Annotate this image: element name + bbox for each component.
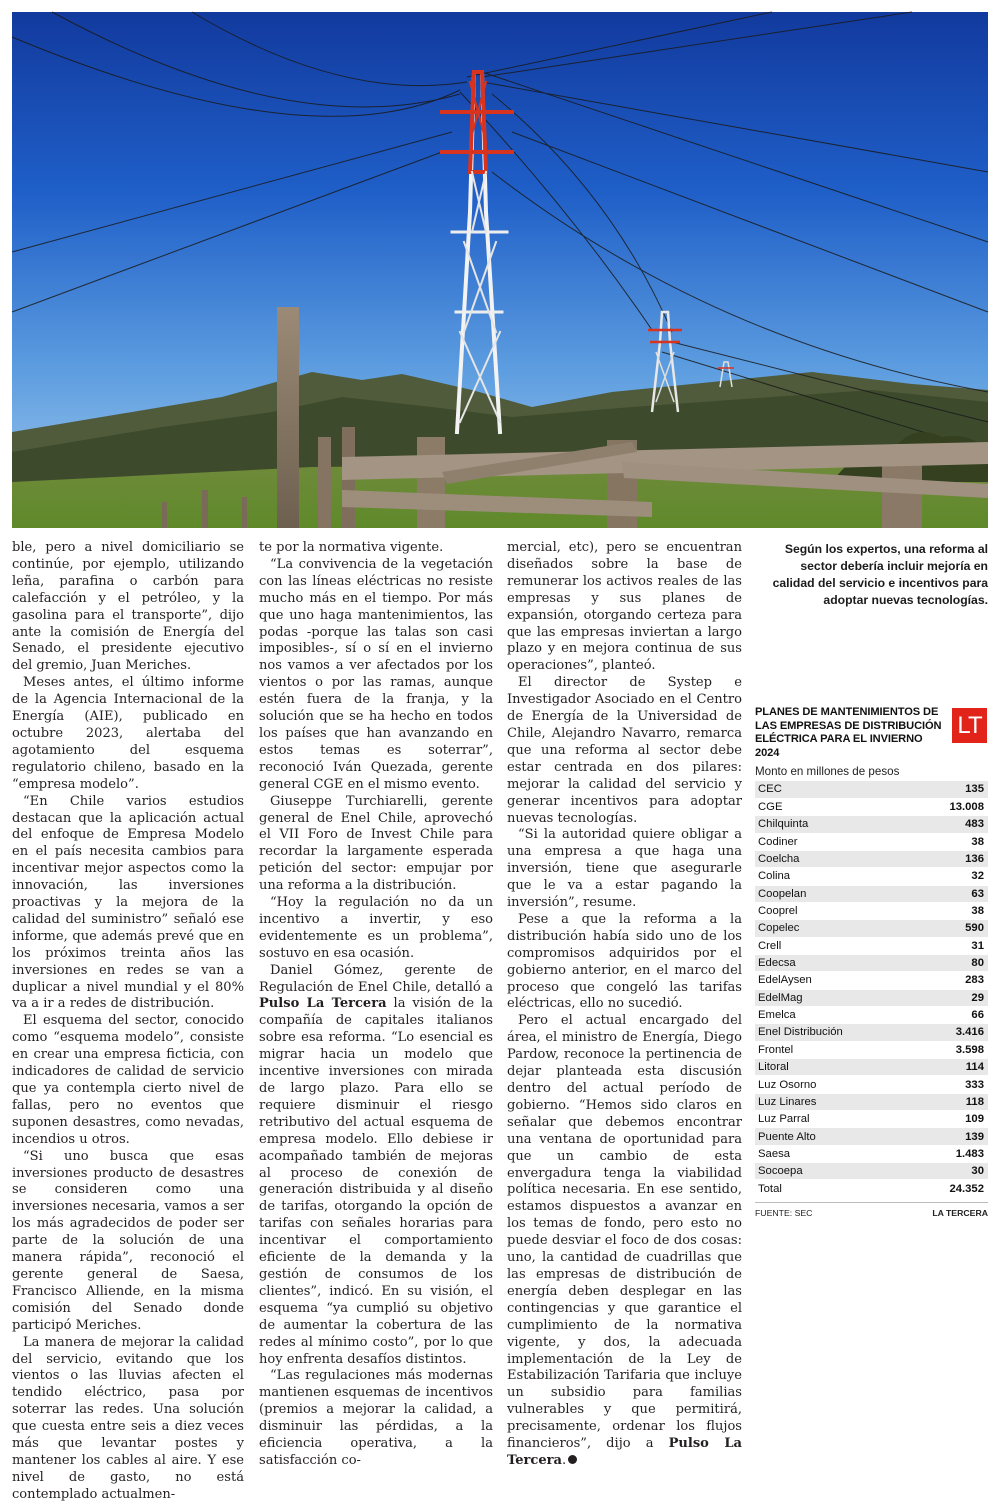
table-row: [755, 972, 988, 989]
amount-value: 31: [915, 937, 988, 954]
company-name: Colina: [755, 868, 915, 885]
company-name: Coopelan: [755, 885, 915, 902]
article-paragraph: “En Chile varios estudios destacan que la aplicación actual del enfoque de Empresa Modelo en el país necesita cambios para incentivar mejor aspectos como la innovación, las inversiones proactivas y la mejora de la calidad del suministro” señaló ese informe, que además prevé que en los próximos treinta años las inversiones en redes se van a duplicar a nivel mundial y el 80% va a ir a redes de distribución.: [12, 793, 244, 1012]
company-name: Cooprel: [755, 902, 915, 919]
amount-value: 29: [915, 989, 988, 1006]
table-row: [755, 1145, 988, 1162]
table-footer: [755, 1202, 988, 1218]
end-of-article-icon: [568, 1455, 577, 1464]
article-column-3: [507, 540, 742, 1470]
article-column-2: [259, 540, 493, 1470]
company-name: Chilquinta: [755, 816, 915, 833]
table-row: [755, 920, 988, 937]
table-row: [755, 989, 988, 1006]
table-row: [755, 1128, 988, 1145]
table-brand: LA TERCERA: [932, 1208, 988, 1218]
brand-mention: Pulso La Tercera: [507, 1436, 742, 1468]
table-row: [755, 885, 988, 902]
la-tercera-logo: LT: [952, 708, 987, 743]
table-row: [755, 850, 988, 867]
amount-value: 139: [915, 1128, 988, 1145]
table-row: [755, 1024, 988, 1041]
article-paragraph: “Las regulaciones más modernas mantienen esquemas de incentivos (premios a mejorar la calidad, a disminuir las pérdidas, a la eficiencia operativa, a la satisfacción co-: [259, 1368, 493, 1468]
table-subtitle: Monto en millones de pesos: [755, 765, 900, 778]
article-paragraph: te por la normativa vigente.: [259, 540, 444, 555]
company-name: Luz Osorno: [755, 1076, 915, 1093]
amount-value: 590: [915, 920, 988, 937]
company-name: EdelMag: [755, 989, 915, 1006]
table-source: FUENTE: SEC: [755, 1208, 813, 1218]
company-name: Copelec: [755, 920, 915, 937]
table-row: [755, 1111, 988, 1128]
article-paragraph: “Hoy la regulación no da un incentivo a invertir, y eso evidentemente es un problema”, sostuvo en esa ocasión.: [259, 895, 493, 961]
amount-value: 109: [915, 1111, 988, 1128]
company-name: Luz Parral: [755, 1111, 915, 1128]
brand-mention: Pulso La Tercera: [259, 996, 387, 1012]
article-text: Daniel Gómez, gerente de Regulación de Enel Chile, detalló a: [259, 962, 493, 995]
article-paragraph: Giuseppe Turchiarelli, gerente general de Enel Chile, aprovechó el VII Foro de Invest Chile para recordar la largamente esperada petición del sector: empujar por una reforma a la distribución.: [259, 793, 493, 894]
amount-value: 283: [915, 972, 988, 989]
maintenance-plans-table: [755, 781, 988, 1198]
photo-caption: Según los expertos, una reforma al sector debería incluir mejoría en calidad del servicio e incentivos para adoptar nuevas tecnologías.: [772, 542, 988, 607]
table-row: [755, 1076, 988, 1093]
amount-value: 38: [915, 902, 988, 919]
company-name: Edecsa: [755, 954, 915, 971]
table-row: [755, 937, 988, 954]
table-row: [755, 798, 988, 815]
company-name: Frontel: [755, 1041, 915, 1058]
article-paragraph: El director de Systep e Investigador Asociado en el Centro de Energía de la Universidad de Chile, Alejandro Navarro, remarca que una reforma al sector debe estar centrada en dos pilares: mejorar la calidad del servicio y generar incentivos para adoptar nuevas tecnologías.: [507, 675, 742, 826]
table-row: [755, 781, 988, 798]
amount-value: 3.598: [915, 1041, 988, 1058]
amount-value: 3.416: [915, 1024, 988, 1041]
article-paragraph: “Si la autoridad quiere obligar a una empresa a que haga una inversión, tiene que asegurarle que le va a estar pagando la inversión”, resume.: [507, 827, 742, 911]
article-paragraph: “Si uno busca que esas inversiones producto de desastres se consideren como una inversiones necesaria, vamos a ser los más agradecidos de poder ser parte de la solución de una manera rápida”, reconoció el gerente general de Saesa, Francisco Alliende, en la misma comisión del Senado donde participó Meriches.: [12, 1148, 244, 1333]
table-title: PLANES DE MANTENIMIENTOS DE LAS EMPRESAS DE DISTRIBUCIÓN ELÉCTRICA PARA EL INVIERNO 2024: [755, 706, 942, 759]
company-name: EdelAysen: [755, 972, 915, 989]
table-row: [755, 816, 988, 833]
amount-value: 483: [915, 816, 988, 833]
company-name: CEC: [755, 781, 915, 798]
amount-value: 114: [915, 1059, 988, 1076]
article-photo: [12, 12, 988, 528]
table-row: [755, 1180, 988, 1197]
table-row: [755, 954, 988, 971]
table-row: [755, 1163, 988, 1180]
amount-value: 63: [915, 885, 988, 902]
article-paragraph: [507, 1013, 742, 1469]
amount-value: 1.483: [915, 1145, 988, 1162]
company-name: Litoral: [755, 1059, 915, 1076]
article-text: la visión de la compañía de capitales italianos sobre esa reforma. “Lo esencial es migrar hacia un modelo que incentive inversiones con mirada de largo plazo. Para ello se requiere disminuir el riesgo retributivo del actual esquema de empresa modelo. Ello debiese ir acompañado también de mejoras al proceso de conexión de generación distribuida y al diseño de tarifas, otorgando la opción de tarifas con señales horarias para incentivar el comportamiento eficiente de la demanda y la gestión de consumos de los clientes”, indicó. En su visión, el esquema “ya cumplió su objetivo de aumentar la cobertura de las redes al mínimo costo”, por lo que hoy enfrenta desafíos distintos.: [259, 996, 493, 1367]
company-name: CGE: [755, 798, 915, 815]
amount-value: 333: [915, 1076, 988, 1093]
article-paragraph: mercial, etc), pero se encuentran diseñados sobre la base de remunerar los activos reales de las empresas y sus planes de expansión, otorgando certeza para que las empresas inviertan a largo plazo y en mejora continua de sus operaciones”, planteó.: [507, 540, 742, 674]
amount-value: 24.352: [915, 1180, 988, 1197]
article-paragraph: Meses antes, el último informe de la Agencia Internacional de la Energía (AIE), publicado en octubre 2023, alertaba del agotamiento del esquema regulatorio chileno, basado en la “empresa modelo”.: [12, 675, 244, 792]
article-paragraph: Pese a que la reforma a la distribución había sido uno de los compromisos adquiridos por el gobierno anterior, en el marco del proceso que congeló las tarifas eléctricas, ello no sucedió.: [507, 911, 742, 1012]
amount-value: 66: [915, 1006, 988, 1023]
maintenance-plans-table-panel: [755, 703, 988, 1218]
table-row: [755, 1093, 988, 1110]
amount-value: 80: [915, 954, 988, 971]
company-name: Codiner: [755, 833, 915, 850]
table-row: [755, 833, 988, 850]
amount-value: 135: [915, 781, 988, 798]
amount-value: 136: [915, 850, 988, 867]
company-name: Enel Distribución: [755, 1024, 915, 1041]
article-paragraph: La manera de mejorar la calidad del servicio, evitando que los vientos o las lluvias afecten el tendido eléctrico, pasa por soterrar las redes. Una solución que cuesta entre seis a diez veces más que levantar postes y mantener los cables al aire. Y ese nivel de gasto, no está contemplado actualmen-: [12, 1334, 244, 1502]
table-row: [755, 902, 988, 919]
table-row: [755, 1006, 988, 1023]
article-paragraph: El esquema del sector, conocido como “esquema modelo”, consiste en crear una empresa ficticia, con indicadores de calidad de servicio que ya contempla cierto nivel de fallas, pero no eventos que suponen desastres, como nevadas, incendios u otros.: [12, 1013, 244, 1147]
amount-value: 30: [915, 1163, 988, 1180]
company-name: Crell: [755, 937, 915, 954]
amount-value: 118: [915, 1093, 988, 1110]
amount-value: 32: [915, 868, 988, 885]
amount-value: 13.008: [915, 798, 988, 815]
table-row: [755, 868, 988, 885]
article-paragraph: [259, 963, 493, 1369]
article-paragraph: ble, pero a nivel domiciliario se continúe, por ejemplo, utilizando leña, parafina o carbón para calefacción y el petróleo, y la gasolina para el transporte”, dijo ante la comisión de Energía del Senado, el presidente ejecutivo del gremio, Juan Meriches.: [12, 540, 244, 674]
article-paragraph: “La convivencia de la vegetación con las líneas eléctricas no resiste mucho más en el tiempo. Por más que uno haga mantenimientos, las podas -porque las talas son casi imposibles-, sí o sí en el invierno nos vamos a ver afectados por los vientos o por las ramas, aunque estén fuera de la franja, y la solución que se ha hecho en todos los países que han avanzando en estos temas es soterrar”, reconoció Iván Quezada, gerente general CGE en el mismo evento.: [259, 556, 493, 792]
table-row: [755, 1059, 988, 1076]
company-name: Coelcha: [755, 850, 915, 867]
company-name: Emelca: [755, 1006, 915, 1023]
article-column-1: [12, 540, 244, 1504]
table-row: [755, 1041, 988, 1058]
article-text: Pero el actual encargado del área, el ministro de Energía, Diego Pardow, reconoce la pertinencia de dejar planteada esta discusión dentro del actual período de gobierno. “Hemos sido claros en señalar que debemos encontrar una ventana de oportunidad para que un cambio de esta envergadura tenga la viabilidad política necesaria. En ese sentido, estamos dispuestos a avanzar en los temas de fondo, pero esto no puede desviar el foco de dos cosas: uno, la cantidad de cuadrillas que las empresas de distribución de energía deben desplegar en las contingencias y que garantice el cumplimiento de la normativa vigente, y dos, la adecuada implementación de la Ley de Estabilización Tarifaria que incluye un subsidio para familias vulnerables y que permitirá, precisamente, ordenar los flujos financieros”, dijo a: [507, 1013, 742, 1452]
article-text: .: [561, 1452, 567, 1468]
company-name: Saesa: [755, 1145, 915, 1162]
amount-value: 38: [915, 833, 988, 850]
company-name: Socoepa: [755, 1163, 915, 1180]
company-name: Puente Alto: [755, 1128, 915, 1145]
company-name: Total: [755, 1180, 915, 1197]
company-name: Luz Linares: [755, 1093, 915, 1110]
